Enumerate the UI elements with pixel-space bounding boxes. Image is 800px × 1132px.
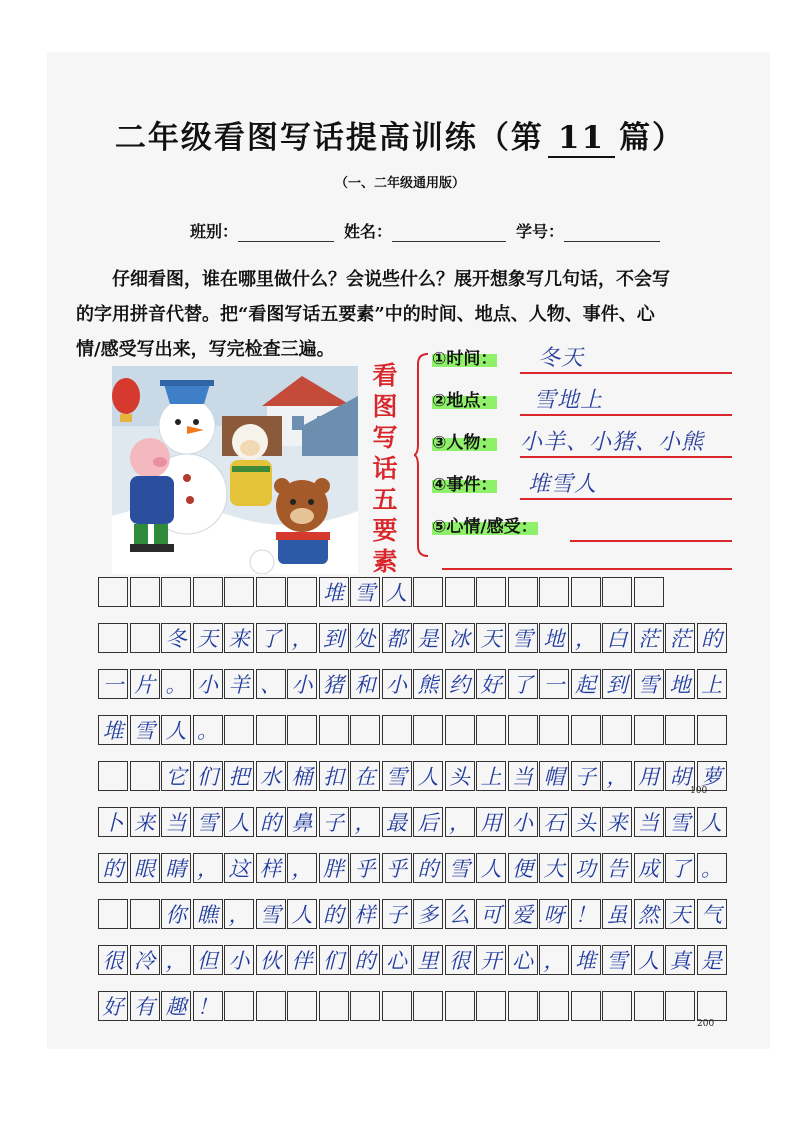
grid-cell[interactable] — [193, 577, 223, 607]
grid-cell[interactable]: ， — [571, 623, 601, 653]
grid-cell[interactable]: 成 — [634, 853, 664, 883]
student-id-field[interactable] — [516, 219, 660, 242]
grid-cell[interactable]: 白 — [602, 623, 632, 653]
grid-cell[interactable]: 到 — [602, 669, 632, 699]
grid-cell[interactable]: 有 — [130, 991, 160, 1021]
grid-cell[interactable]: 心 — [508, 945, 538, 975]
grid-cell[interactable]: ， — [287, 623, 317, 653]
grid-cell[interactable] — [571, 577, 601, 607]
grid-cell[interactable]: 扣 — [319, 761, 349, 791]
element-time[interactable] — [432, 344, 732, 374]
grid-cell[interactable] — [287, 991, 317, 1021]
side-title-char: 看 — [372, 361, 398, 390]
grid-cell[interactable]: 好 — [98, 991, 128, 1021]
grid-cell[interactable]: 了 — [665, 853, 695, 883]
grid-cell[interactable]: 便 — [508, 853, 538, 883]
class-field[interactable] — [190, 219, 334, 242]
grid-cell[interactable]: 后 — [413, 807, 443, 837]
grid-cell[interactable]: 功 — [571, 853, 601, 883]
answer-line — [520, 498, 732, 500]
grid-cell[interactable]: 了 — [508, 669, 538, 699]
grid-cell[interactable]: 在 — [350, 761, 380, 791]
grid-cell[interactable] — [130, 623, 160, 653]
grid-cell[interactable]: 小 — [508, 807, 538, 837]
grid-cell[interactable] — [665, 715, 695, 745]
grid-cell[interactable]: 一 — [539, 669, 569, 699]
grid-cell[interactable]: 鼻 — [287, 807, 317, 837]
grid-cell[interactable]: 雪 — [634, 669, 664, 699]
grid-cell[interactable]: 来 — [130, 807, 160, 837]
grid-cell[interactable]: 雪 — [130, 715, 160, 745]
grid-cell[interactable]: ， — [539, 945, 569, 975]
grid-cell[interactable]: 天 — [665, 899, 695, 929]
grid-row — [98, 899, 728, 929]
element-characters-answer: 小羊、小猪、小熊 — [520, 430, 705, 455]
grid-cell[interactable] — [476, 577, 506, 607]
grid-cell[interactable]: 伴 — [287, 945, 317, 975]
grid-cell[interactable]: 小 — [224, 945, 254, 975]
grid-cell[interactable]: 好 — [476, 669, 506, 699]
grid-cell[interactable]: 伙 — [256, 945, 286, 975]
element-place-answer: 雪地上 — [534, 388, 604, 413]
grid-cell[interactable]: 大 — [539, 853, 569, 883]
grid-row — [98, 991, 728, 1021]
answer-line — [520, 456, 732, 458]
grid-cell[interactable]: 胡 — [665, 761, 695, 791]
grid-cell[interactable]: 人 — [287, 899, 317, 929]
grid-cell[interactable]: 雪 — [193, 807, 223, 837]
subtitle: （一、二年级通用版） — [334, 176, 465, 191]
grid-cell[interactable]: 多 — [413, 899, 443, 929]
grid-cell[interactable]: 然 — [634, 899, 664, 929]
grid-cell[interactable]: 的 — [256, 807, 286, 837]
grid-cell[interactable]: 当 — [634, 807, 664, 837]
grid-cell[interactable]: 当 — [161, 807, 191, 837]
grid-cell[interactable]: 头 — [571, 807, 601, 837]
grid-cell[interactable]: 告 — [602, 853, 632, 883]
grid-cell[interactable] — [634, 991, 664, 1021]
grid-cell[interactable]: 帽 — [539, 761, 569, 791]
side-title-char: 五 — [372, 485, 398, 514]
grid-cell[interactable] — [319, 715, 349, 745]
grid-cell[interactable]: 你 — [161, 899, 191, 929]
grid-cell[interactable]: 胖 — [319, 853, 349, 883]
grid-cell[interactable]: 里 — [413, 945, 443, 975]
grid-cell[interactable]: 小 — [287, 669, 317, 699]
grid-cell[interactable]: 眼 — [130, 853, 160, 883]
grid-cell[interactable] — [476, 991, 506, 1021]
grid-cell[interactable]: 样 — [350, 899, 380, 929]
grid-cell[interactable]: 开 — [476, 945, 506, 975]
grid-cell[interactable]: 堆 — [319, 577, 349, 607]
grid-cell[interactable] — [602, 577, 632, 607]
element-place[interactable] — [432, 386, 732, 416]
grid-cell[interactable] — [224, 715, 254, 745]
grid-cell[interactable] — [98, 623, 128, 653]
grid-cell[interactable]: 人 — [476, 853, 506, 883]
grid-cell[interactable]: 水 — [256, 761, 286, 791]
grid-cell[interactable]: 。 — [193, 715, 223, 745]
grid-cell[interactable]: 羊 — [224, 669, 254, 699]
class-label: 班别： — [190, 222, 239, 241]
grid-cell[interactable] — [634, 577, 664, 607]
student-id-blank[interactable] — [564, 223, 660, 242]
grid-cell[interactable]: 的 — [697, 623, 727, 653]
grid-cell[interactable] — [634, 715, 664, 745]
student-id-label: 学号： — [516, 222, 565, 241]
grid-cell[interactable]: 上 — [697, 669, 727, 699]
title-number: 11 — [548, 120, 615, 158]
element-time-label: ①时间： — [432, 349, 498, 369]
grid-row — [98, 577, 728, 607]
grid-cell[interactable]: 头 — [445, 761, 475, 791]
grid-cell[interactable]: 子 — [382, 899, 412, 929]
grid-cell[interactable] — [413, 577, 443, 607]
grid-cell[interactable]: 上 — [476, 761, 506, 791]
answer-line — [520, 414, 732, 416]
grid-cell[interactable] — [476, 715, 506, 745]
grid-cell[interactable]: 人 — [634, 945, 664, 975]
element-event[interactable] — [432, 470, 732, 500]
side-title-char: 图 — [372, 392, 398, 421]
grid-cell[interactable] — [445, 715, 475, 745]
grid-cell[interactable]: 很 — [98, 945, 128, 975]
grid-cell[interactable]: 的 — [319, 899, 349, 929]
element-event-answer: 堆雪人 — [528, 472, 598, 497]
grid-cell[interactable]: 猪 — [319, 669, 349, 699]
grid-cell[interactable] — [539, 991, 569, 1021]
grid-cell[interactable]: 子 — [319, 807, 349, 837]
grid-cell[interactable]: 们 — [193, 761, 223, 791]
snowman-illustration — [112, 366, 358, 574]
snowman-scene-image — [112, 366, 358, 574]
grid-cell[interactable] — [382, 715, 412, 745]
side-title-char: 素 — [372, 547, 398, 576]
grid-cell[interactable]: 地 — [539, 623, 569, 653]
grid-cell[interactable]: 用 — [634, 761, 664, 791]
element-feeling[interactable] — [432, 512, 732, 542]
grid-cell[interactable]: 的 — [350, 945, 380, 975]
grid-cell[interactable] — [350, 991, 380, 1021]
grid-row — [98, 669, 728, 699]
name-blank[interactable] — [392, 223, 506, 242]
grid-cell[interactable]: 起 — [571, 669, 601, 699]
grid-cell[interactable]: 们 — [319, 945, 349, 975]
grid-cell[interactable]: 雪 — [445, 853, 475, 883]
grid-cell[interactable] — [130, 899, 160, 929]
five-elements-title — [370, 360, 400, 577]
grid-cell[interactable]: ， — [161, 945, 191, 975]
grid-cell[interactable]: 冷 — [130, 945, 160, 975]
title-suffix: 篇） — [619, 120, 686, 156]
grid-cell[interactable]: 卜 — [98, 807, 128, 837]
grid-cell[interactable]: 人 — [697, 807, 727, 837]
grid-cell[interactable]: ， — [602, 761, 632, 791]
grid-cell[interactable]: 爱 — [508, 899, 538, 929]
title-prefix: 二年级看图写话提高训练（第 — [114, 120, 544, 156]
grid-cell[interactable] — [130, 577, 160, 607]
essay-writing-grid[interactable] — [98, 577, 728, 1037]
grid-cell[interactable] — [382, 991, 412, 1021]
grid-cell[interactable]: 到 — [319, 623, 349, 653]
grid-cell[interactable]: 、 — [256, 669, 286, 699]
grid-cell[interactable] — [539, 577, 569, 607]
page-title — [0, 112, 800, 158]
grid-cell[interactable]: 天 — [193, 623, 223, 653]
grid-row — [98, 807, 728, 837]
brace-bracket — [414, 352, 430, 558]
grid-cell[interactable] — [98, 899, 128, 929]
grid-cell[interactable]: 但 — [193, 945, 223, 975]
grid-cell[interactable] — [697, 715, 727, 745]
grid-cell[interactable] — [350, 715, 380, 745]
grid-cell[interactable]: 天 — [476, 623, 506, 653]
grid-cell[interactable]: 真 — [665, 945, 695, 975]
grid-cell[interactable]: 来 — [224, 623, 254, 653]
grid-cell[interactable] — [98, 577, 128, 607]
grid-cell[interactable] — [256, 577, 286, 607]
grid-cell[interactable]: 是 — [697, 945, 727, 975]
grid-cell[interactable]: ， — [287, 853, 317, 883]
grid-cell[interactable] — [665, 991, 695, 1021]
grid-cell[interactable] — [413, 715, 443, 745]
grid-cell[interactable]: 茫 — [665, 623, 695, 653]
grid-cell[interactable] — [224, 991, 254, 1021]
grid-cell[interactable]: ， — [350, 807, 380, 837]
grid-cell[interactable] — [224, 577, 254, 607]
grid-cell[interactable]: 小 — [382, 669, 412, 699]
grid-cell[interactable] — [445, 577, 475, 607]
grid-cell[interactable]: ， — [224, 899, 254, 929]
grid-row — [98, 853, 728, 883]
element-characters[interactable] — [432, 428, 732, 458]
element-event-label: ④事件： — [432, 475, 498, 495]
grid-cell[interactable]: ， — [193, 853, 223, 883]
grid-cell[interactable]: 约 — [445, 669, 475, 699]
grid-cell[interactable]: 一 — [98, 669, 128, 699]
name-field[interactable] — [344, 219, 506, 242]
grid-cell[interactable]: 。 — [697, 853, 727, 883]
grid-cell[interactable]: 虽 — [602, 899, 632, 929]
grid-cell[interactable]: 小 — [193, 669, 223, 699]
name-label: 姓名： — [344, 222, 393, 241]
grid-cell[interactable]: 心 — [382, 945, 412, 975]
grid-cell[interactable]: ， — [445, 807, 475, 837]
grid-cell[interactable] — [508, 991, 538, 1021]
grid-cell[interactable]: 都 — [382, 623, 412, 653]
grid-cell[interactable]: 。 — [161, 669, 191, 699]
grid-cell[interactable]: 呀 — [539, 899, 569, 929]
grid-cell[interactable]: 子 — [571, 761, 601, 791]
grid-cell[interactable]: 用 — [476, 807, 506, 837]
grid-cell[interactable]: 当 — [508, 761, 538, 791]
grid-cell[interactable]: 桶 — [287, 761, 317, 791]
grid-cell[interactable]: 和 — [350, 669, 380, 699]
grid-cell[interactable]: 是 — [413, 623, 443, 653]
grid-cell[interactable]: 很 — [445, 945, 475, 975]
grid-cell[interactable]: 冬 — [161, 623, 191, 653]
grid-cell[interactable]: 这 — [224, 853, 254, 883]
grid-cell[interactable] — [161, 577, 191, 607]
grid-cell[interactable] — [508, 577, 538, 607]
grid-cell[interactable]: 雪 — [602, 945, 632, 975]
grid-cell[interactable] — [256, 715, 286, 745]
grid-cell[interactable]: 茫 — [634, 623, 664, 653]
grid-cell[interactable]: 可 — [476, 899, 506, 929]
element-time-answer: 冬天 — [538, 346, 585, 371]
grid-cell[interactable] — [287, 577, 317, 607]
grid-cell[interactable] — [602, 991, 632, 1021]
grid-cell[interactable] — [445, 991, 475, 1021]
grid-cell[interactable] — [571, 991, 601, 1021]
grid-cell[interactable]: 趣 — [161, 991, 191, 1021]
grid-cell[interactable] — [98, 761, 128, 791]
grid-cell[interactable]: ！ — [193, 991, 223, 1021]
grid-cell[interactable]: 来 — [602, 807, 632, 837]
grid-cell[interactable] — [697, 991, 727, 1021]
word-count-100: 100 — [690, 786, 708, 796]
instruction-line: 仔细看图，谁在哪里做什么？会说些什么？展开想象写几句话，不会写 — [112, 269, 670, 290]
grid-cell[interactable]: 熊 — [413, 669, 443, 699]
side-title-char: 要 — [372, 516, 398, 545]
grid-cell[interactable]: 地 — [665, 669, 695, 699]
word-count-200: 200 — [697, 1019, 715, 1029]
element-extra-line[interactable] — [432, 540, 732, 570]
grid-cell[interactable]: 冰 — [445, 623, 475, 653]
grid-cell[interactable] — [571, 715, 601, 745]
grid-cell[interactable]: 最 — [382, 807, 412, 837]
grid-cell[interactable]: 雪 — [350, 577, 380, 607]
element-feeling-label: ⑤心情/感受： — [432, 517, 538, 537]
grid-cell[interactable]: 石 — [539, 807, 569, 837]
grid-cell[interactable] — [319, 991, 349, 1021]
grid-cell[interactable]: 睛 — [161, 853, 191, 883]
grid-cell[interactable]: 片 — [130, 669, 160, 699]
grid-cell[interactable]: 么 — [445, 899, 475, 929]
grid-cell[interactable]: 乎 — [382, 853, 412, 883]
grid-cell[interactable]: 处 — [350, 623, 380, 653]
grid-row — [98, 945, 728, 975]
grid-cell[interactable]: 的 — [98, 853, 128, 883]
grid-row — [98, 623, 728, 653]
grid-cell[interactable] — [508, 715, 538, 745]
grid-row — [98, 761, 728, 791]
grid-cell[interactable]: 把 — [224, 761, 254, 791]
grid-cell[interactable]: ！ — [571, 899, 601, 929]
grid-cell[interactable]: 雪 — [382, 761, 412, 791]
instruction-line: 情/感受写出来，写完检查三遍。 — [76, 339, 335, 360]
grid-cell[interactable]: 人 — [382, 577, 412, 607]
grid-cell[interactable]: 人 — [413, 761, 443, 791]
grid-cell[interactable]: 的 — [413, 853, 443, 883]
side-title-char: 话 — [372, 454, 398, 483]
answer-line — [442, 568, 732, 570]
element-characters-label: ③人物： — [432, 433, 498, 453]
class-blank[interactable] — [238, 223, 334, 242]
grid-cell[interactable]: 雪 — [508, 623, 538, 653]
grid-cell[interactable]: 它 — [161, 761, 191, 791]
grid-cell[interactable]: 雪 — [665, 807, 695, 837]
grid-cell[interactable]: 了 — [256, 623, 286, 653]
grid-cell[interactable] — [256, 991, 286, 1021]
grid-cell[interactable]: 气 — [697, 899, 727, 929]
answer-line — [520, 372, 732, 374]
grid-cell[interactable]: 瞧 — [193, 899, 223, 929]
grid-cell[interactable]: 萝 — [697, 761, 727, 791]
grid-cell[interactable] — [539, 715, 569, 745]
side-title-char: 写 — [372, 423, 398, 452]
grid-row — [98, 715, 728, 745]
grid-cell[interactable]: 雪 — [256, 899, 286, 929]
grid-cell[interactable] — [130, 761, 160, 791]
grid-cell[interactable]: 人 — [161, 715, 191, 745]
grid-cell[interactable] — [602, 715, 632, 745]
grid-cell[interactable] — [287, 715, 317, 745]
element-place-label: ②地点： — [432, 391, 498, 411]
grid-cell[interactable]: 乎 — [350, 853, 380, 883]
grid-cell[interactable]: 堆 — [571, 945, 601, 975]
grid-cell[interactable] — [413, 991, 443, 1021]
grid-cell[interactable]: 样 — [256, 853, 286, 883]
instruction-line: 的字用拼音代替。把“看图写话五要素”中的时间、地点、人物、事件、心 — [76, 304, 655, 325]
grid-cell[interactable]: 堆 — [98, 715, 128, 745]
grid-cell[interactable]: 人 — [224, 807, 254, 837]
